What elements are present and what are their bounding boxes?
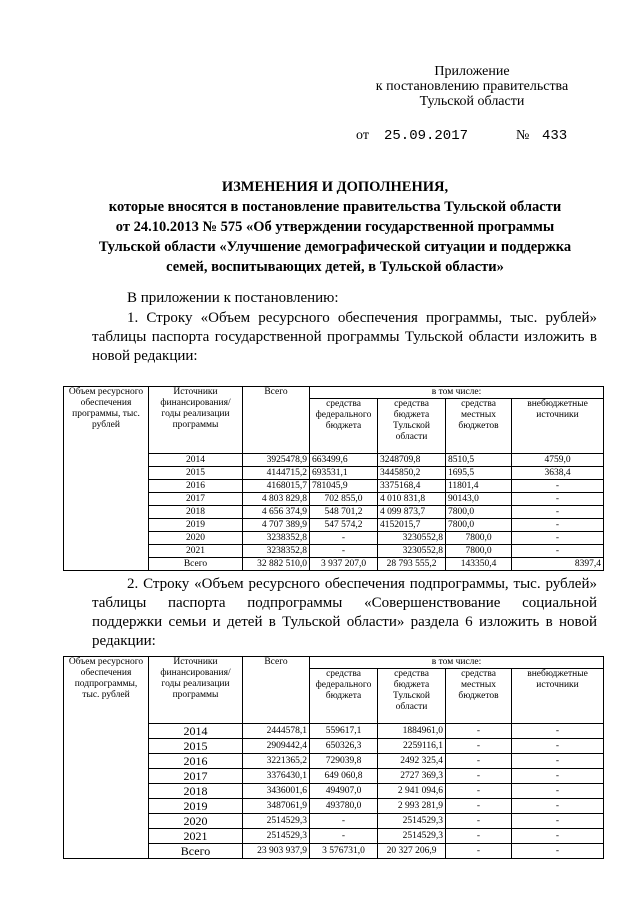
appendix-header bbox=[372, 64, 572, 109]
extra-cell: - bbox=[512, 480, 604, 493]
local-cell: 90143,0 bbox=[446, 493, 512, 506]
total-cell: 4 656 374,9 bbox=[243, 506, 310, 519]
extra-cell: - bbox=[512, 724, 604, 739]
federal-cell: 663499,6 bbox=[310, 454, 378, 467]
date-prefix: от bbox=[356, 128, 369, 143]
federal-cell: 729039,8 bbox=[310, 754, 378, 769]
local-cell: 7800,0 bbox=[446, 506, 512, 519]
federal-cell: 649 060,8 bbox=[310, 769, 378, 784]
col-regional: средства бюджета Тульской области bbox=[378, 399, 446, 454]
regional-cell: 3248709,8 bbox=[378, 454, 446, 467]
document-heading bbox=[60, 177, 610, 277]
local-cell: - bbox=[446, 844, 512, 859]
federal-cell: - bbox=[310, 545, 378, 558]
total-cell: 2514529,3 bbox=[243, 814, 310, 829]
col-regional: средства бюджета Тульской области bbox=[378, 669, 446, 724]
federal-cell: 493780,0 bbox=[310, 799, 378, 814]
document-date: 25.09.2017 bbox=[384, 128, 469, 144]
appendix-title: Приложение bbox=[434, 64, 510, 79]
total-cell: 3376430,1 bbox=[243, 769, 310, 784]
document-number: 433 bbox=[542, 128, 568, 144]
local-cell: 7800,0 bbox=[446, 545, 512, 558]
federal-cell: 650326,3 bbox=[310, 739, 378, 754]
col-federal: средства федерального бюджета bbox=[310, 399, 378, 454]
federal-cell: 781045,9 bbox=[310, 480, 378, 493]
extra-cell: - bbox=[512, 844, 604, 859]
regional-cell: 4152015,7 bbox=[378, 519, 446, 532]
regional-cell: 2259116,1 bbox=[378, 739, 446, 754]
intro-paragraph: В приложении к постановлению: bbox=[127, 290, 339, 306]
col-group: в том числе: bbox=[310, 657, 604, 669]
heading-line: которые вносятся в постановление правительства Тульской области bbox=[108, 199, 562, 215]
col-extra: внебюджетные источники bbox=[512, 669, 604, 724]
extra-cell: 8397,4 bbox=[512, 558, 604, 571]
federal-cell: - bbox=[310, 814, 378, 829]
year-cell: 2017 bbox=[149, 769, 243, 784]
year-cell: 2019 bbox=[149, 519, 243, 532]
heading-line: семей, воспитывающих детей, в Тульской области» bbox=[166, 259, 504, 275]
col-group: в том числе: bbox=[310, 387, 604, 399]
extra-cell: - bbox=[512, 814, 604, 829]
extra-cell: - bbox=[512, 754, 604, 769]
year-cell: 2021 bbox=[149, 545, 243, 558]
number-prefix: № bbox=[516, 128, 530, 143]
total-cell: 2909442,4 bbox=[243, 739, 310, 754]
total-cell: 3238352,8 bbox=[243, 532, 310, 545]
col-local: средства местных бюджетов bbox=[446, 669, 512, 724]
col-federal: средства федерального бюджета bbox=[310, 669, 378, 724]
appendix-region: Тульской области bbox=[419, 94, 525, 109]
heading-title: ИЗМЕНЕНИЯ И ДОПОЛНЕНИЯ, bbox=[221, 179, 449, 195]
extra-cell: 4759,0 bbox=[512, 454, 604, 467]
local-cell: - bbox=[446, 724, 512, 739]
total-cell: 4168015,7 bbox=[243, 480, 310, 493]
regional-cell: 2727 369,3 bbox=[378, 769, 446, 784]
heading-line: Тульской области «Улучшение демографической ситуации и поддержка bbox=[98, 239, 572, 255]
year-cell: 2018 bbox=[149, 784, 243, 799]
local-cell: - bbox=[446, 784, 512, 799]
local-cell: 8510,5 bbox=[446, 454, 512, 467]
regional-cell: 2514529,3 bbox=[378, 829, 446, 844]
year-cell: 2021 bbox=[149, 829, 243, 844]
regional-cell: 2492 325,4 bbox=[378, 754, 446, 769]
year-cell: 2017 bbox=[149, 493, 243, 506]
total-cell: 3238352,8 bbox=[243, 545, 310, 558]
local-cell: - bbox=[446, 799, 512, 814]
local-cell: - bbox=[446, 769, 512, 784]
year-cell: Всего bbox=[149, 844, 243, 859]
regional-cell: 4 099 873,7 bbox=[378, 506, 446, 519]
regional-cell: 3445850,2 bbox=[378, 467, 446, 480]
year-cell: 2018 bbox=[149, 506, 243, 519]
subprogram-funding-table bbox=[63, 656, 604, 859]
extra-cell: 3638,4 bbox=[512, 467, 604, 480]
col-extra: внебюджетные источники bbox=[512, 399, 604, 454]
extra-cell: - bbox=[512, 506, 604, 519]
local-cell: - bbox=[446, 814, 512, 829]
year-cell: 2015 bbox=[149, 467, 243, 480]
year-cell: 2019 bbox=[149, 799, 243, 814]
federal-cell: 548 701,2 bbox=[310, 506, 378, 519]
federal-cell: - bbox=[310, 829, 378, 844]
regional-cell: 28 793 555,2 bbox=[378, 558, 446, 571]
col-sources: Источники финансирования/ годы реализации программы bbox=[149, 657, 243, 724]
extra-cell: - bbox=[512, 532, 604, 545]
regional-cell: 3230552,8 bbox=[378, 532, 446, 545]
year-cell: 2020 bbox=[149, 532, 243, 545]
federal-cell: 547 574,2 bbox=[310, 519, 378, 532]
total-cell: 2444578,1 bbox=[243, 724, 310, 739]
regional-cell: 2 993 281,9 bbox=[378, 799, 446, 814]
row-label: Объем ресурсного обеспечения подпрограммы, тыс. рублей bbox=[64, 657, 149, 859]
item1-paragraph: 1. Строку «Объем ресурсного обеспечения программы, тыс. рублей» таблицы паспорта государственной программы Тульской области изложить в новой редакции: bbox=[92, 310, 597, 364]
federal-cell: 3 576731,0 bbox=[310, 844, 378, 859]
row-label: Объем ресурсного обеспечения программы, тыс. рублей bbox=[64, 387, 149, 571]
regional-cell: 4 010 831,8 bbox=[378, 493, 446, 506]
extra-cell: - bbox=[512, 769, 604, 784]
total-cell: 3925478,9 bbox=[243, 454, 310, 467]
year-cell: 2014 bbox=[149, 454, 243, 467]
regional-cell: 20 327 206,9 bbox=[378, 844, 446, 859]
year-cell: 2016 bbox=[149, 480, 243, 493]
col-total: Всего bbox=[243, 387, 310, 454]
local-cell: 143350,4 bbox=[446, 558, 512, 571]
local-cell: 7800,0 bbox=[446, 519, 512, 532]
year-cell: 2016 bbox=[149, 754, 243, 769]
col-sources: Источники финансирования/ годы реализации программы bbox=[149, 387, 243, 454]
federal-cell: - bbox=[310, 532, 378, 545]
total-cell: 3221365,2 bbox=[243, 754, 310, 769]
year-cell: 2015 bbox=[149, 739, 243, 754]
federal-cell: 3 937 207,0 bbox=[310, 558, 378, 571]
regional-cell: 2 941 094,6 bbox=[378, 784, 446, 799]
local-cell: 11801,4 bbox=[446, 480, 512, 493]
total-cell: 3436001,6 bbox=[243, 784, 310, 799]
local-cell: - bbox=[446, 739, 512, 754]
total-cell: 4 707 389,9 bbox=[243, 519, 310, 532]
extra-cell: - bbox=[512, 545, 604, 558]
federal-cell: 494907,0 bbox=[310, 784, 378, 799]
total-cell: 3487061,9 bbox=[243, 799, 310, 814]
total-cell: 23 903 937,9 bbox=[243, 844, 310, 859]
regional-cell: 2514529,3 bbox=[378, 814, 446, 829]
year-cell: Всего bbox=[149, 558, 243, 571]
local-cell: - bbox=[446, 829, 512, 844]
local-cell: - bbox=[446, 754, 512, 769]
federal-cell: 693531,1 bbox=[310, 467, 378, 480]
regional-cell: 3230552,8 bbox=[378, 545, 446, 558]
year-cell: 2020 bbox=[149, 814, 243, 829]
appendix-subtitle: к постановлению правительства bbox=[375, 79, 569, 94]
federal-cell: 559617,1 bbox=[310, 724, 378, 739]
col-local: средства местных бюджетов bbox=[446, 399, 512, 454]
total-cell: 4144715,2 bbox=[243, 467, 310, 480]
regional-cell: 1884961,0 bbox=[378, 724, 446, 739]
program-funding-table bbox=[63, 386, 604, 571]
year-cell: 2014 bbox=[149, 724, 243, 739]
extra-cell: - bbox=[512, 829, 604, 844]
regional-cell: 3375168,4 bbox=[378, 480, 446, 493]
item2-paragraph: 2. Строку «Объем ресурсного обеспечения подпрограммы, тыс. рублей» таблицы паспорта подпрограммы «Совершенствование социальной поддержки семьи и детей в Тульской области» раздела 6 изложить в новой редакции: bbox=[92, 576, 597, 649]
heading-line: от 24.10.2013 № 575 «Об утверждении государственной программы bbox=[115, 219, 555, 235]
total-cell: 32 882 510,0 bbox=[243, 558, 310, 571]
col-total: Всего bbox=[243, 657, 310, 724]
extra-cell: - bbox=[512, 739, 604, 754]
total-cell: 2514529,3 bbox=[243, 829, 310, 844]
extra-cell: - bbox=[512, 493, 604, 506]
extra-cell: - bbox=[512, 784, 604, 799]
extra-cell: - bbox=[512, 799, 604, 814]
local-cell: 7800,0 bbox=[446, 532, 512, 545]
local-cell: 1695,5 bbox=[446, 467, 512, 480]
extra-cell: - bbox=[512, 519, 604, 532]
federal-cell: 702 855,0 bbox=[310, 493, 378, 506]
total-cell: 4 803 829,8 bbox=[243, 493, 310, 506]
